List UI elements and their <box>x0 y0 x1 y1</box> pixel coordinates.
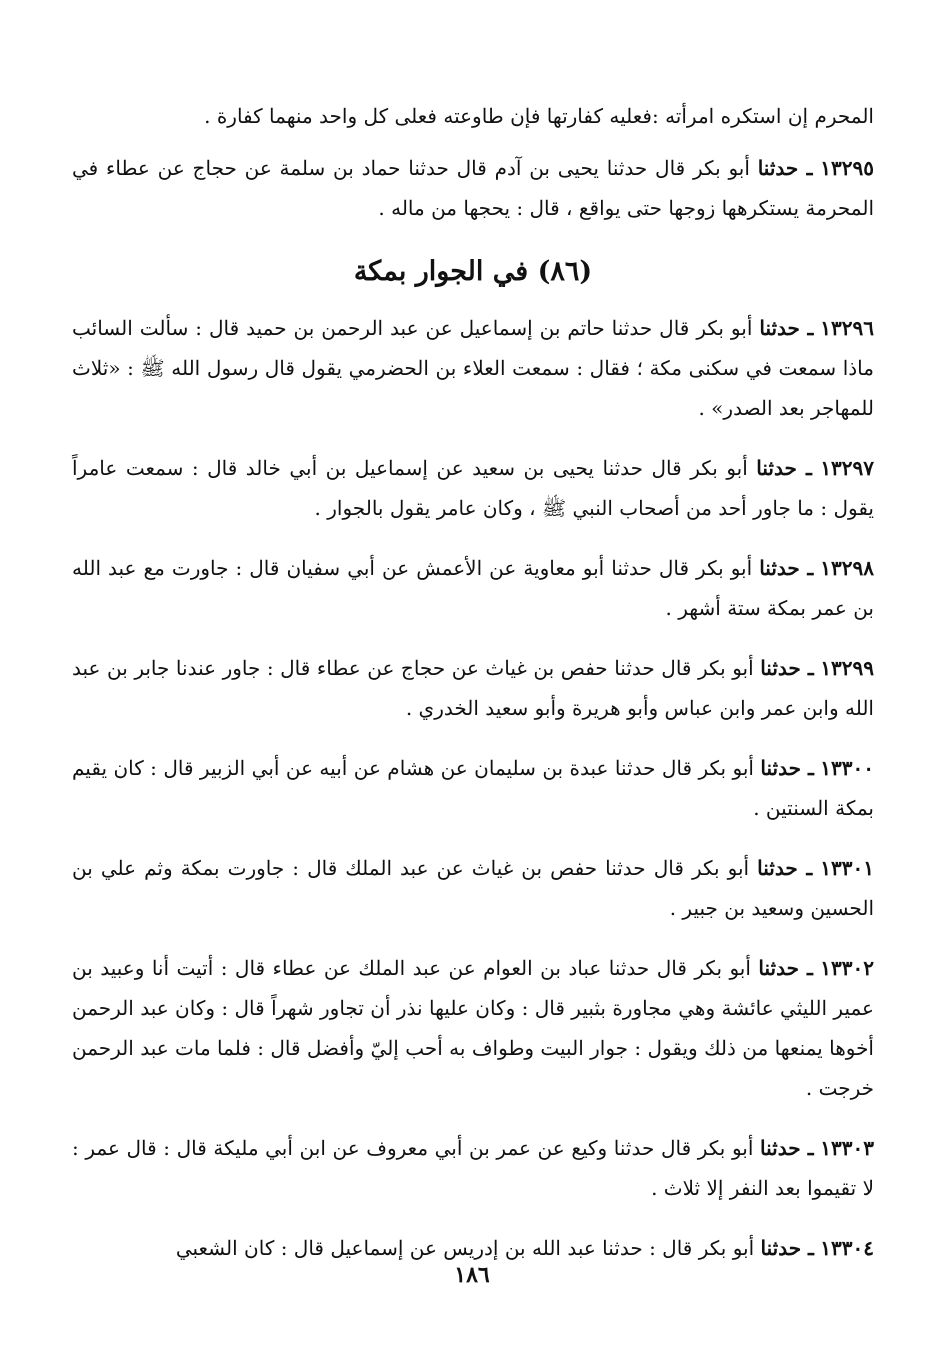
hadith-lead: ـ حدثنا <box>760 1236 814 1260</box>
hadith-number: ١٣٢٩٩ <box>820 656 875 680</box>
hadith-lead: ـ حدثنا <box>758 956 813 980</box>
hadith-text: أبو بكر قال حدثنا يحيى بن سعيد عن إسماعيل بن أبي خالد قال : سمعت عامراً يقول : ما جاور أحد من أصحاب النبي ﷺ ، وكان عامر يقول بالجوار . <box>72 456 874 520</box>
hadith-text: أبو بكر قال حدثنا حفص بن غياث عن عبد الملك قال : جاورت بمكة وثم علي بن الحسين وسعيد بن جبير . <box>72 856 874 920</box>
hadith-lead: ـ حدثنا <box>760 656 814 680</box>
hadith-lead: ـ حدثنا <box>759 556 814 580</box>
hadith-text: أبو بكر قال حدثنا يحيى بن آدم قال حدثنا حماد بن سلمة عن حجاج عن عطاء في المحرمة يستكرهها زوجها حتى يواقع ، قال : يحجها من ماله . <box>72 156 874 220</box>
hadith-text: أبو بكر قال حدثنا أبو معاوية عن الأعمش عن أبي سفيان قال : جاورت مع عبد الله بن عمر بمكة ستة أشهر . <box>72 556 874 620</box>
hadith-text: أبو بكر قال حدثنا عباد بن العوام عن عبد الملك عن عطاء قال : أتيت أنا وعبيد بن عمير الليثي عائشة وهي مجاورة بثبير قال : وكان عليها نذر أن تجاور شهراً قال : وكان عبد الرحمن أخوها يمنعها من ذلك ويقول : جوار البيت وطواف به أحب إليّ وأفضل قال : فلما مات عبد الرحمن خرجت . <box>72 956 874 1100</box>
hadith-13303 <box>72 1128 874 1208</box>
hadith-13299 <box>72 648 874 728</box>
opening-line: المحرم إن استكره امرأته :فعليه كفارتها فإن طاوعته فعلى كل واحد منهما كفارة . <box>204 104 874 128</box>
hadith-13295 <box>72 148 874 228</box>
hadith-13296 <box>72 308 874 428</box>
hadith-number: ١٣٢٩٦ <box>820 316 875 340</box>
hadith-lead: ـ حدثنا <box>760 1136 814 1160</box>
hadith-number: ١٣٢٩٧ <box>820 456 875 480</box>
hadith-13300 <box>72 748 874 828</box>
hadith-lead: ـ حدثنا <box>760 756 814 780</box>
hadith-13298 <box>72 548 874 628</box>
hadith-lead: ـ حدثنا <box>756 456 812 480</box>
hadith-number: ١٣٣٠١ <box>820 856 875 880</box>
hadith-lead: ـ حدثنا <box>757 156 813 180</box>
hadith-number: ١٣٣٠٣ <box>820 1136 874 1160</box>
hadith-number: ١٣٣٠٢ <box>820 956 875 980</box>
chapter-heading: (٨٦) في الجوار بمكة <box>353 256 593 287</box>
page-body <box>72 96 874 1288</box>
hadith-number: ١٣٢٩٥ <box>820 156 874 180</box>
hadith-number: ١٣٣٠٤ <box>820 1236 874 1260</box>
hadith-number: ١٣٢٩٨ <box>820 556 874 580</box>
hadith-text: أبو بكر قال حدثنا حفص بن غياث عن حجاج عن عطاء قال : جاور عندنا جابر بن عبد الله وابن عمر وابن عباس وأبو هريرة وأبو سعيد الخدري . <box>72 656 874 720</box>
page-number: ١٨٦ <box>454 1262 490 1288</box>
hadith-number: ١٣٣٠٠ <box>820 756 874 780</box>
hadith-text: أبو بكر قال حدثنا عبدة بن سليمان عن هشام عن أبيه عن أبي الزبير قال : كان يقيم بمكة السنتين . <box>72 756 874 820</box>
hadith-text: أبو بكر قال حدثنا وكيع عن عمر بن أبي معروف عن ابن أبي مليكة قال : قال عمر : لا تقيموا بعد النفر إلا ثلاث . <box>72 1136 874 1200</box>
hadith-13302 <box>72 948 874 1108</box>
hadith-text: أبو بكر قال : حدثنا عبد الله بن إدريس عن إسماعيل قال : كان الشعبي <box>175 1236 755 1260</box>
hadith-13297 <box>72 448 874 528</box>
hadith-13301 <box>72 848 874 928</box>
hadith-text: أبو بكر قال حدثنا حاتم بن إسماعيل عن عبد الرحمن بن حميد قال : سألت السائب ماذا سمعت في سكنى مكة ؛ فقال : سمعت العلاء بن الحضرمي يقول قال رسول الله ﷺ : «ثلاث للمهاجر بعد الصدر» . <box>72 316 874 420</box>
hadith-lead: ـ حدثنا <box>759 316 814 340</box>
hadith-lead: ـ حدثنا <box>757 856 813 880</box>
